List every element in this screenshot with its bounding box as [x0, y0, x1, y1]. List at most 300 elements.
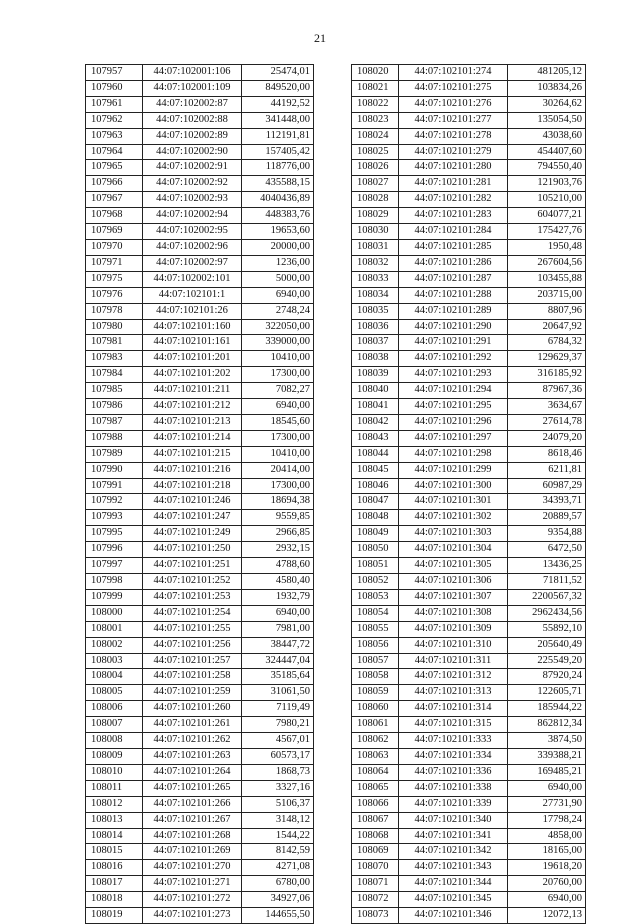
- record-number-cell: 107971: [86, 255, 143, 271]
- value-cell: 2966,85: [242, 526, 314, 542]
- table-row: [86, 510, 314, 526]
- value-cell: 316185,92: [508, 367, 586, 383]
- cadastral-number-cell: 44:07:102101:216: [143, 462, 242, 478]
- record-number-cell: 108037: [352, 335, 399, 351]
- cadastral-number-cell: 44:07:102101:284: [399, 224, 508, 240]
- value-cell: 7119,49: [242, 701, 314, 717]
- value-cell: 10410,00: [242, 351, 314, 367]
- table-row: [352, 637, 586, 653]
- cadastral-number-cell: 44:07:102101:285: [399, 239, 508, 255]
- cadastral-number-cell: 44:07:102101:279: [399, 144, 508, 160]
- record-number-cell: 108042: [352, 414, 399, 430]
- table-row: [352, 239, 586, 255]
- value-cell: 6940,00: [242, 399, 314, 415]
- cadastral-number-cell: 44:07:102101:265: [143, 780, 242, 796]
- table-row: [352, 589, 586, 605]
- table-row: [86, 65, 314, 81]
- table-row: [86, 335, 314, 351]
- table-row: [86, 764, 314, 780]
- cadastral-number-cell: 44:07:102101:333: [399, 733, 508, 749]
- cadastral-number-cell: 44:07:102101:258: [143, 669, 242, 685]
- value-cell: 3874,50: [508, 733, 586, 749]
- record-number-cell: 107961: [86, 96, 143, 112]
- record-number-cell: 108004: [86, 669, 143, 685]
- cadastral-number-cell: 44:07:102101:291: [399, 335, 508, 351]
- table-row: [352, 685, 586, 701]
- value-cell: 71811,52: [508, 574, 586, 590]
- table-row: [352, 446, 586, 462]
- table-row: [86, 80, 314, 96]
- cadastral-number-cell: 44:07:102101:295: [399, 399, 508, 415]
- record-number-cell: 108008: [86, 733, 143, 749]
- cadastral-number-cell: 44:07:102101:339: [399, 796, 508, 812]
- table-row: [352, 414, 586, 430]
- table-row: [86, 796, 314, 812]
- record-number-cell: 108000: [86, 605, 143, 621]
- cadastral-number-cell: 44:07:102101:288: [399, 287, 508, 303]
- cadastral-number-cell: 44:07:102101:345: [399, 892, 508, 908]
- value-cell: 17300,00: [242, 367, 314, 383]
- record-number-cell: 107990: [86, 462, 143, 478]
- value-cell: 17300,00: [242, 478, 314, 494]
- value-cell: 129629,37: [508, 351, 586, 367]
- table-row: [352, 764, 586, 780]
- record-number-cell: 108001: [86, 621, 143, 637]
- table-row: [86, 860, 314, 876]
- record-number-cell: 108066: [352, 796, 399, 812]
- cadastral-number-cell: 44:07:102002:90: [143, 144, 242, 160]
- cadastral-number-cell: 44:07:102101:336: [399, 764, 508, 780]
- table-row: [86, 637, 314, 653]
- record-number-cell: 108058: [352, 669, 399, 685]
- record-number-cell: 108028: [352, 192, 399, 208]
- value-cell: 19618,20: [508, 860, 586, 876]
- record-number-cell: 108010: [86, 764, 143, 780]
- table-row: [86, 287, 314, 303]
- value-cell: 2962434,56: [508, 605, 586, 621]
- table-row: [86, 605, 314, 621]
- record-number-cell: 108059: [352, 685, 399, 701]
- value-cell: 2932,15: [242, 542, 314, 558]
- table-row: [86, 462, 314, 478]
- value-cell: 34927,06: [242, 892, 314, 908]
- table-row: [352, 780, 586, 796]
- table-row: [86, 653, 314, 669]
- record-number-cell: 108054: [352, 605, 399, 621]
- record-number-cell: 108031: [352, 239, 399, 255]
- record-number-cell: 108005: [86, 685, 143, 701]
- table-row: [86, 208, 314, 224]
- record-number-cell: 107993: [86, 510, 143, 526]
- record-number-cell: 108030: [352, 224, 399, 240]
- record-number-cell: 107998: [86, 574, 143, 590]
- table-row: [86, 128, 314, 144]
- table-row: [352, 208, 586, 224]
- table-row: [86, 319, 314, 335]
- cadastral-number-cell: 44:07:102002:101: [143, 271, 242, 287]
- record-number-cell: 107995: [86, 526, 143, 542]
- value-cell: 20000,00: [242, 239, 314, 255]
- value-cell: 18694,38: [242, 494, 314, 510]
- value-cell: 10410,00: [242, 446, 314, 462]
- table-row: [86, 112, 314, 128]
- table-row: [86, 160, 314, 176]
- value-cell: 18165,00: [508, 844, 586, 860]
- record-number-cell: 107992: [86, 494, 143, 510]
- table-row: [352, 255, 586, 271]
- cadastral-number-cell: 44:07:102101:282: [399, 192, 508, 208]
- table-row: [86, 733, 314, 749]
- cadastral-number-cell: 44:07:102002:91: [143, 160, 242, 176]
- value-cell: 185944,22: [508, 701, 586, 717]
- table-row: [86, 685, 314, 701]
- cadastral-number-cell: 44:07:102101:213: [143, 414, 242, 430]
- cadastral-number-cell: 44:07:102101:268: [143, 828, 242, 844]
- cadastral-number-cell: 44:07:102101:299: [399, 462, 508, 478]
- table-row: [86, 558, 314, 574]
- cadastral-number-cell: 44:07:102101:287: [399, 271, 508, 287]
- record-number-cell: 108073: [352, 908, 399, 924]
- table-row: [86, 144, 314, 160]
- record-number-cell: 108026: [352, 160, 399, 176]
- cadastral-number-cell: 44:07:102002:97: [143, 255, 242, 271]
- table-row: [86, 430, 314, 446]
- value-cell: 7082,27: [242, 383, 314, 399]
- record-number-cell: 108012: [86, 796, 143, 812]
- record-number-cell: 107976: [86, 287, 143, 303]
- value-cell: 6940,00: [508, 892, 586, 908]
- record-number-cell: 108067: [352, 812, 399, 828]
- record-number-cell: 107981: [86, 335, 143, 351]
- table-row: [86, 399, 314, 415]
- value-cell: 3148,12: [242, 812, 314, 828]
- record-number-cell: 108021: [352, 80, 399, 96]
- table-row: [86, 876, 314, 892]
- cadastral-number-cell: 44:07:102101:306: [399, 574, 508, 590]
- record-number-cell: 107989: [86, 446, 143, 462]
- cadastral-number-cell: 44:07:102101:297: [399, 430, 508, 446]
- record-number-cell: 108047: [352, 494, 399, 510]
- record-number-cell: 108002: [86, 637, 143, 653]
- table-row: [86, 414, 314, 430]
- record-number-cell: 108032: [352, 255, 399, 271]
- table-row: [86, 239, 314, 255]
- cadastral-number-cell: 44:07:102101:286: [399, 255, 508, 271]
- record-number-cell: 108015: [86, 844, 143, 860]
- table-row: [352, 367, 586, 383]
- value-cell: 8142,59: [242, 844, 314, 860]
- cadastral-number-cell: 44:07:102101:253: [143, 589, 242, 605]
- value-cell: 862812,34: [508, 717, 586, 733]
- table-row: [86, 367, 314, 383]
- cadastral-number-cell: 44:07:102101:218: [143, 478, 242, 494]
- value-cell: 849520,00: [242, 80, 314, 96]
- record-number-cell: 107957: [86, 65, 143, 81]
- record-number-cell: 108017: [86, 876, 143, 892]
- cadastral-number-cell: 44:07:102101:277: [399, 112, 508, 128]
- cadastral-number-cell: 44:07:102101:274: [399, 65, 508, 81]
- table-row: [86, 224, 314, 240]
- cadastral-number-cell: 44:07:102101:338: [399, 780, 508, 796]
- cadastral-number-cell: 44:07:102101:312: [399, 669, 508, 685]
- record-number-cell: 108025: [352, 144, 399, 160]
- table-row: [86, 908, 314, 924]
- value-cell: 27731,90: [508, 796, 586, 812]
- record-number-cell: 108014: [86, 828, 143, 844]
- cadastral-number-cell: 44:07:102101:214: [143, 430, 242, 446]
- cadastral-number-cell: 44:07:102101:303: [399, 526, 508, 542]
- registry-table-right: [351, 64, 586, 924]
- table-row: [352, 96, 586, 112]
- registry-table-body: [352, 65, 586, 924]
- table-row: [352, 80, 586, 96]
- record-number-cell: 108034: [352, 287, 399, 303]
- value-cell: 4858,00: [508, 828, 586, 844]
- value-cell: 169485,21: [508, 764, 586, 780]
- table-row: [86, 494, 314, 510]
- value-cell: 5106,37: [242, 796, 314, 812]
- table-row: [86, 669, 314, 685]
- table-row: [352, 335, 586, 351]
- table-row: [352, 892, 586, 908]
- page-number: 21: [314, 31, 326, 45]
- value-cell: 17300,00: [242, 430, 314, 446]
- value-cell: 112191,81: [242, 128, 314, 144]
- table-row: [352, 192, 586, 208]
- value-cell: 205640,49: [508, 637, 586, 653]
- table-row: [352, 462, 586, 478]
- table-row: [86, 701, 314, 717]
- table-row: [352, 717, 586, 733]
- cadastral-number-cell: 44:07:102101:26: [143, 303, 242, 319]
- value-cell: 17798,24: [508, 812, 586, 828]
- table-row: [352, 574, 586, 590]
- table-row: [86, 780, 314, 796]
- table-row: [86, 478, 314, 494]
- cadastral-number-cell: 44:07:102101:251: [143, 558, 242, 574]
- table-row: [86, 812, 314, 828]
- table-row: [86, 96, 314, 112]
- value-cell: 481205,12: [508, 65, 586, 81]
- cadastral-number-cell: 44:07:102101:1: [143, 287, 242, 303]
- value-cell: 121903,76: [508, 176, 586, 192]
- record-number-cell: 107985: [86, 383, 143, 399]
- record-number-cell: 108013: [86, 812, 143, 828]
- value-cell: 341448,00: [242, 112, 314, 128]
- table-row: [352, 828, 586, 844]
- cadastral-number-cell: 44:07:102101:255: [143, 621, 242, 637]
- record-number-cell: 108011: [86, 780, 143, 796]
- value-cell: 8618,46: [508, 446, 586, 462]
- record-number-cell: 108041: [352, 399, 399, 415]
- cadastral-number-cell: 44:07:102101:302: [399, 510, 508, 526]
- record-number-cell: 108055: [352, 621, 399, 637]
- record-number-cell: 107996: [86, 542, 143, 558]
- table-row: [352, 510, 586, 526]
- value-cell: 4271,08: [242, 860, 314, 876]
- cadastral-number-cell: 44:07:102101:309: [399, 621, 508, 637]
- record-number-cell: 108061: [352, 717, 399, 733]
- value-cell: 6784,32: [508, 335, 586, 351]
- record-number-cell: 108039: [352, 367, 399, 383]
- record-number-cell: 108029: [352, 208, 399, 224]
- value-cell: 122605,71: [508, 685, 586, 701]
- table-row: [86, 892, 314, 908]
- value-cell: 5000,00: [242, 271, 314, 287]
- value-cell: 12072,13: [508, 908, 586, 924]
- value-cell: 20647,92: [508, 319, 586, 335]
- value-cell: 6780,00: [242, 876, 314, 892]
- registry-table-left: [85, 64, 314, 924]
- table-row: [352, 876, 586, 892]
- cadastral-number-cell: 44:07:102101:296: [399, 414, 508, 430]
- value-cell: 6472,50: [508, 542, 586, 558]
- cadastral-number-cell: 44:07:102101:313: [399, 685, 508, 701]
- value-cell: 9354,88: [508, 526, 586, 542]
- record-number-cell: 108045: [352, 462, 399, 478]
- table-row: [86, 192, 314, 208]
- table-row: [352, 112, 586, 128]
- table-row: [352, 796, 586, 812]
- cadastral-number-cell: 44:07:102101:161: [143, 335, 242, 351]
- record-number-cell: 108062: [352, 733, 399, 749]
- cadastral-number-cell: 44:07:102101:212: [143, 399, 242, 415]
- record-number-cell: 108071: [352, 876, 399, 892]
- cadastral-number-cell: 44:07:102101:314: [399, 701, 508, 717]
- value-cell: 1868,73: [242, 764, 314, 780]
- record-number-cell: 108020: [352, 65, 399, 81]
- record-number-cell: 108035: [352, 303, 399, 319]
- value-cell: 105210,00: [508, 192, 586, 208]
- cadastral-number-cell: 44:07:102101:269: [143, 844, 242, 860]
- cadastral-number-cell: 44:07:102101:250: [143, 542, 242, 558]
- value-cell: 339000,00: [242, 335, 314, 351]
- table-row: [352, 621, 586, 637]
- table-row: [352, 430, 586, 446]
- table-row: [352, 383, 586, 399]
- cadastral-number-cell: 44:07:102101:202: [143, 367, 242, 383]
- record-number-cell: 108050: [352, 542, 399, 558]
- value-cell: 3634,67: [508, 399, 586, 415]
- cadastral-number-cell: 44:07:102101:259: [143, 685, 242, 701]
- cadastral-number-cell: 44:07:102002:93: [143, 192, 242, 208]
- record-number-cell: 108019: [86, 908, 143, 924]
- record-number-cell: 108022: [352, 96, 399, 112]
- table-row: [352, 701, 586, 717]
- record-number-cell: 108052: [352, 574, 399, 590]
- cadastral-number-cell: 44:07:102101:276: [399, 96, 508, 112]
- table-row: [86, 844, 314, 860]
- table-row: [352, 399, 586, 415]
- record-number-cell: 108065: [352, 780, 399, 796]
- cadastral-number-cell: 44:07:102101:160: [143, 319, 242, 335]
- value-cell: 1236,00: [242, 255, 314, 271]
- cadastral-number-cell: 44:07:102101:289: [399, 303, 508, 319]
- cadastral-number-cell: 44:07:102001:109: [143, 80, 242, 96]
- value-cell: 794550,40: [508, 160, 586, 176]
- value-cell: 4040436,89: [242, 192, 314, 208]
- cadastral-number-cell: 44:07:102101:246: [143, 494, 242, 510]
- record-number-cell: 108003: [86, 653, 143, 669]
- table-row: [86, 351, 314, 367]
- value-cell: 144655,50: [242, 908, 314, 924]
- table-row: [352, 844, 586, 860]
- table-row: [86, 255, 314, 271]
- record-number-cell: 107984: [86, 367, 143, 383]
- cadastral-number-cell: 44:07:102101:280: [399, 160, 508, 176]
- cadastral-number-cell: 44:07:102101:293: [399, 367, 508, 383]
- value-cell: 6940,00: [242, 287, 314, 303]
- table-row: [352, 908, 586, 924]
- table-row: [352, 271, 586, 287]
- record-number-cell: 108040: [352, 383, 399, 399]
- cadastral-number-cell: 44:07:102101:343: [399, 860, 508, 876]
- cadastral-number-cell: 44:07:102101:308: [399, 605, 508, 621]
- cadastral-number-cell: 44:07:102101:283: [399, 208, 508, 224]
- record-number-cell: 107986: [86, 399, 143, 415]
- table-row: [86, 526, 314, 542]
- value-cell: 9559,85: [242, 510, 314, 526]
- table-row: [352, 653, 586, 669]
- table-row: [352, 128, 586, 144]
- record-number-cell: 107968: [86, 208, 143, 224]
- record-number-cell: 108006: [86, 701, 143, 717]
- cadastral-number-cell: 44:07:102002:92: [143, 176, 242, 192]
- record-number-cell: 107967: [86, 192, 143, 208]
- value-cell: 103455,88: [508, 271, 586, 287]
- record-number-cell: 108063: [352, 748, 399, 764]
- value-cell: 203715,00: [508, 287, 586, 303]
- record-number-cell: 108060: [352, 701, 399, 717]
- value-cell: 20889,57: [508, 510, 586, 526]
- record-number-cell: 107978: [86, 303, 143, 319]
- record-number-cell: 108023: [352, 112, 399, 128]
- value-cell: 87967,36: [508, 383, 586, 399]
- record-number-cell: 107966: [86, 176, 143, 192]
- cadastral-number-cell: 44:07:102101:298: [399, 446, 508, 462]
- cadastral-number-cell: 44:07:102101:346: [399, 908, 508, 924]
- table-row: [352, 733, 586, 749]
- table-row: [86, 748, 314, 764]
- cadastral-number-cell: 44:07:102101:311: [399, 653, 508, 669]
- value-cell: 267604,56: [508, 255, 586, 271]
- value-cell: 225549,20: [508, 653, 586, 669]
- cadastral-number-cell: 44:07:102101:344: [399, 876, 508, 892]
- cadastral-number-cell: 44:07:102101:249: [143, 526, 242, 542]
- cadastral-number-cell: 44:07:102101:334: [399, 748, 508, 764]
- record-number-cell: 108064: [352, 764, 399, 780]
- cadastral-number-cell: 44:07:102101:340: [399, 812, 508, 828]
- value-cell: 118776,00: [242, 160, 314, 176]
- value-cell: 2748,24: [242, 303, 314, 319]
- record-number-cell: 108072: [352, 892, 399, 908]
- cadastral-number-cell: 44:07:102002:95: [143, 224, 242, 240]
- cadastral-number-cell: 44:07:102101:264: [143, 764, 242, 780]
- cadastral-number-cell: 44:07:102101:342: [399, 844, 508, 860]
- table-row: [86, 271, 314, 287]
- table-row: [352, 669, 586, 685]
- value-cell: 34393,71: [508, 494, 586, 510]
- value-cell: 30264,62: [508, 96, 586, 112]
- cadastral-number-cell: 44:07:102101:292: [399, 351, 508, 367]
- cadastral-number-cell: 44:07:102101:300: [399, 478, 508, 494]
- value-cell: 60573,17: [242, 748, 314, 764]
- record-number-cell: 108049: [352, 526, 399, 542]
- table-row: [86, 828, 314, 844]
- cadastral-number-cell: 44:07:102101:273: [143, 908, 242, 924]
- table-row: [86, 383, 314, 399]
- table-row: [86, 717, 314, 733]
